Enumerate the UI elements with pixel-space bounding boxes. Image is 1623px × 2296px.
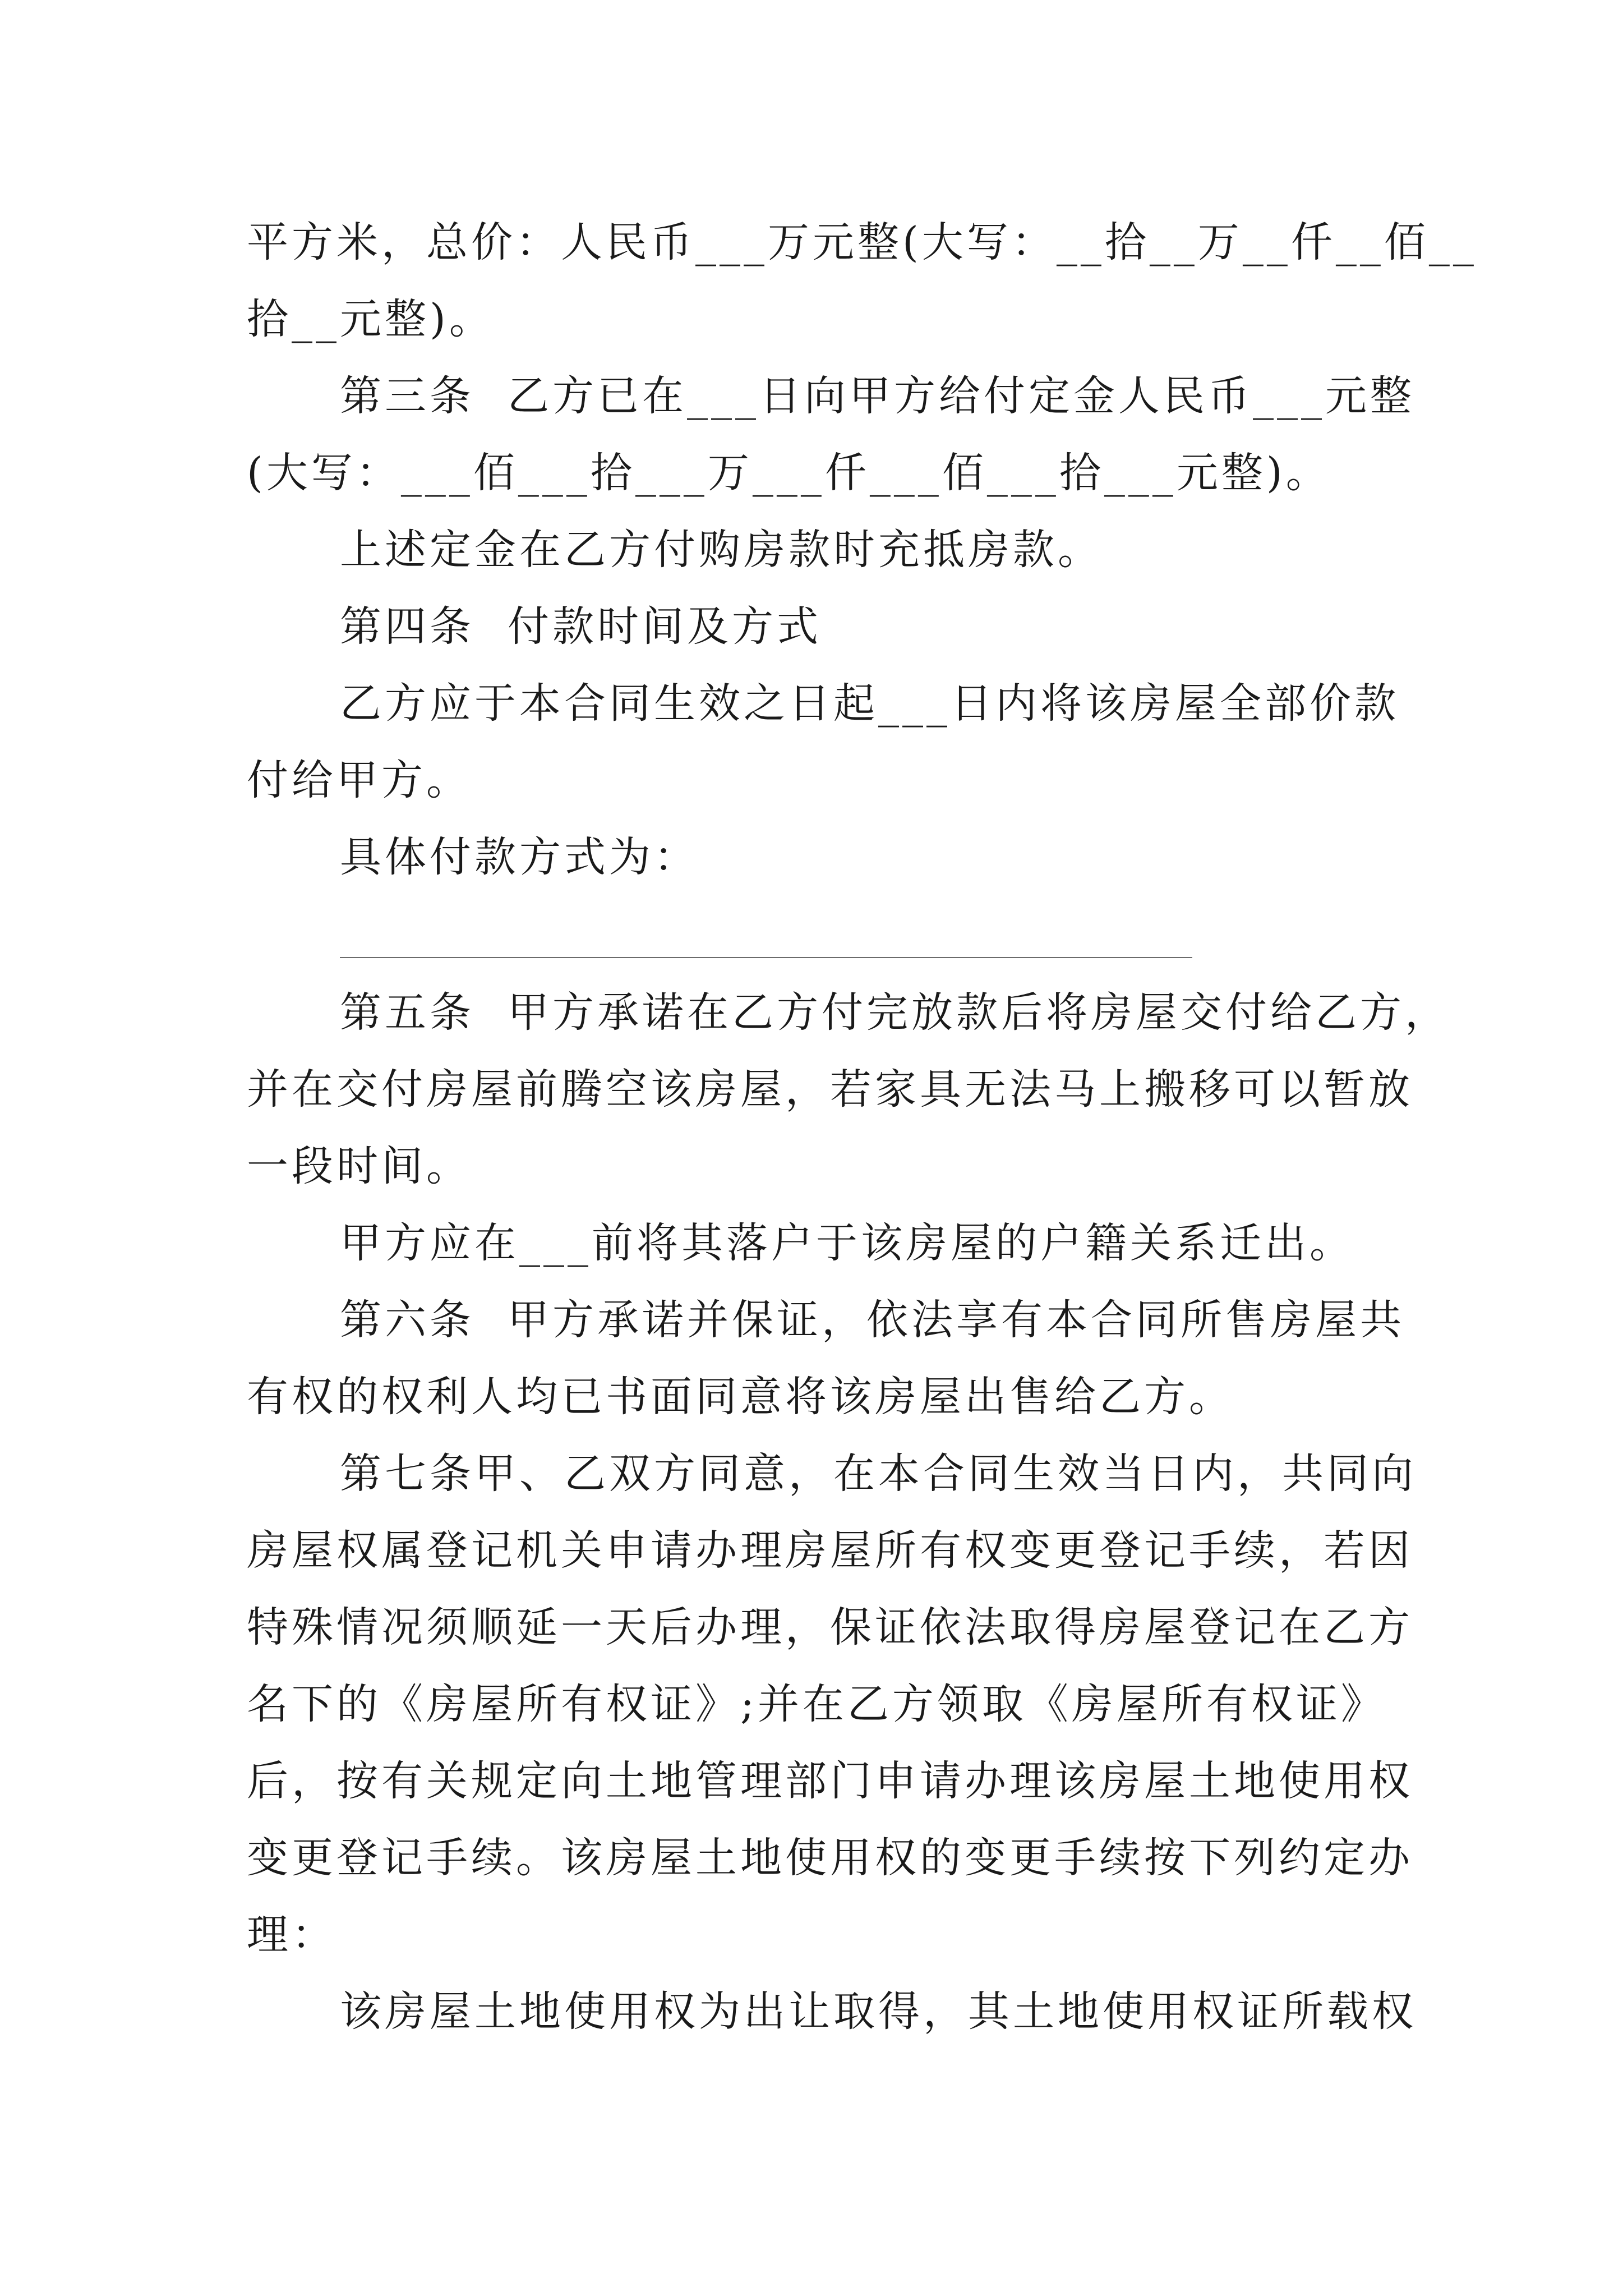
text-line-2: 拾__元整)。 [247,295,494,343]
text-line-15: 有权的权利人均已书面同意将该房屋出售给乙方。 [247,1373,1234,1421]
article-5-heading-line: 第五条 甲方承诺在乙方付完放款后将房屋交付给乙方， [340,988,1450,1037]
text-line-17: 房屋权属登记机关申请办理房屋所有权变更登记手续，若因 [247,1526,1413,1575]
blank-underline [340,957,1192,958]
article-4-heading: 第四条 付款时间及方式 [340,602,822,651]
text-line-9: 具体付款方式为： [340,833,699,881]
text-line-1: 平方米，总价：人民币___万元整(大写：__拾__万__仟__佰__ [247,218,1477,266]
text-line-19: 名下的《房屋所有权证》;并在乙方领取《房屋所有权证》 [247,1680,1386,1728]
text-line-20: 后，按有关规定向土地管理部门申请办理该房屋土地使用权 [247,1757,1413,1805]
article-6-heading-line: 第六条 甲方承诺并保证，依法享有本合同所售房屋共 [340,1296,1405,1344]
article-3-heading-line: 第三条 乙方已在___日向甲方给付定金人民币___元整 [340,372,1415,420]
text-line-21: 变更登记手续。该房屋土地使用权的变更手续按下列约定办 [247,1834,1413,1882]
text-line-23: 该房屋土地使用权为出让取得，其土地使用权证所载权 [340,1987,1417,2036]
text-line-8: 付给甲方。 [247,756,471,804]
text-line-5: 上述定金在乙方付购房款时充抵房款。 [340,526,1103,574]
text-line-7: 乙方应于本合同生效之日起___日内将该房屋全部价款 [340,679,1399,728]
text-line-22: 理： [247,1911,336,1959]
article-7-heading-line: 第七条甲、乙双方同意，在本合同生效当日内，共同向 [340,1450,1417,1498]
text-line-11: 并在交付房屋前腾空该房屋，若家具无法马上搬移可以暂放 [247,1065,1413,1114]
text-line-13: 甲方应在___前将其落户于该房屋的户籍关系迁出。 [340,1219,1354,1267]
text-line-4: (大写：___佰___拾___万___仟___佰___拾___元整)。 [247,449,1331,497]
text-line-18: 特殊情况须顺延一天后办理，保证依法取得房屋登记在乙方 [247,1603,1413,1651]
text-line-12: 一段时间。 [247,1142,471,1190]
